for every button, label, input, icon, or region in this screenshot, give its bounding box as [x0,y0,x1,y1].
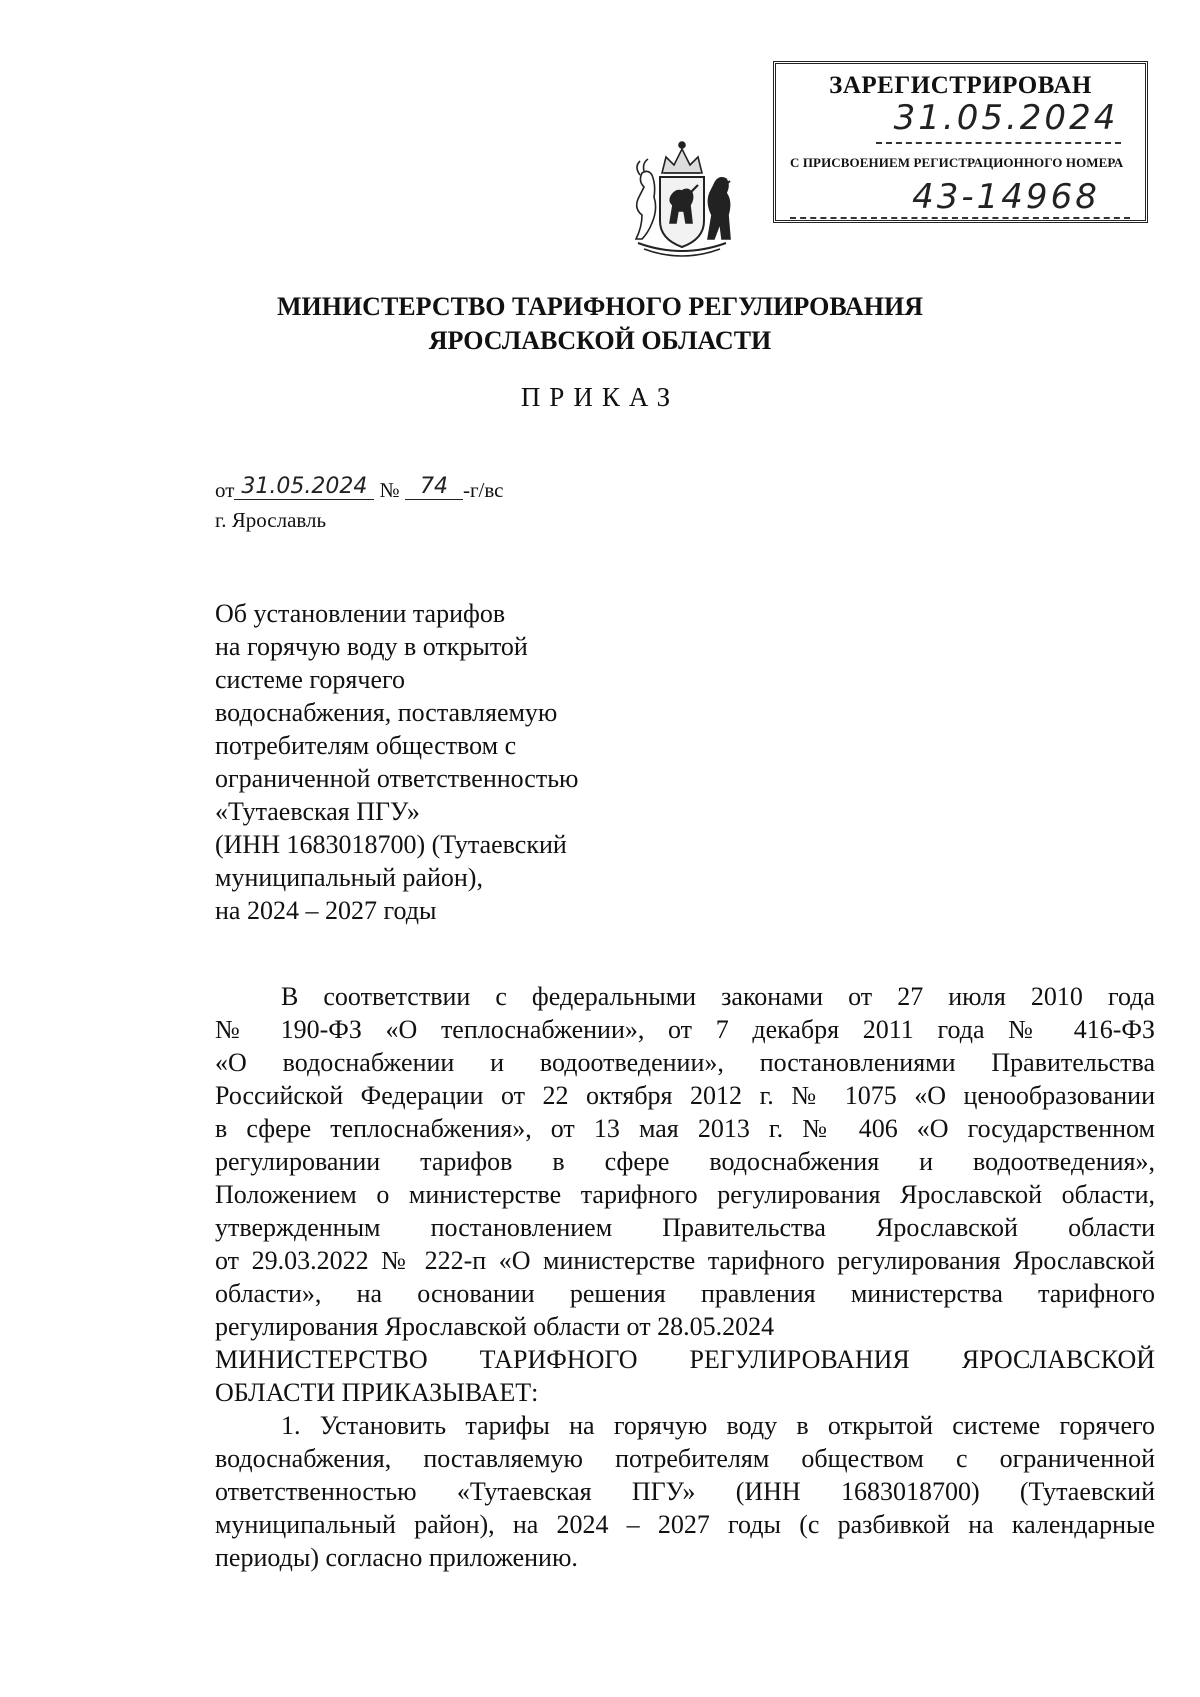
document-type-title: ПРИКАЗ [520,382,680,412]
item1-line: муниципальный район), на 2024 – 2027 годы (с разбивкой на календарные [215,1510,1155,1539]
subject-line: муниципальный район), [215,863,483,892]
stamp-subtitle: С ПРИСВОЕНИЕМ РЕГИСТРАЦИОННОГО НОМЕРА [790,155,1124,170]
preamble-line: регулирования Ярославской области от 28.05.2024 [215,1312,775,1341]
coat-of-arms-icon [618,135,746,265]
stamp-title: ЗАРЕГИСТРИРОВАН [829,72,1092,99]
preamble-line: «О водоснабжении и водоотведении», постановлениями Правительства [215,1048,1155,1077]
preamble-line: в сфере теплоснабжения», от 13 мая 2013 г. № 406 «О государственном [215,1114,1155,1143]
stamp-handwritten-date: 31.05.2024 [893,98,1119,138]
decree-line: ОБЛАСТИ ПРИКАЗЫВАЕТ: [215,1378,539,1407]
subject-line: на 2024 – 2027 годы [215,896,437,925]
from-label: от [215,478,235,502]
subject-line: (ИНН 1683018700) (Тутаевский [215,830,567,859]
stamp-handwritten-number: 43-14968 [912,177,1100,217]
preamble-line: области», на основании решения правления министерства тарифного [215,1279,1155,1308]
decree-line: МИНИСТЕРСТВО ТАРИФНОГО РЕГУЛИРОВАНИЯ ЯРОСЛАВСКОЙ [215,1345,1155,1374]
order-date: 31.05.2024 [234,474,374,500]
order-subject [215,597,578,927]
order-body [215,980,1155,1574]
ministry-name-line1: МИНИСТЕРСТВО ТАРИФНОГО РЕГУЛИРОВАНИЯ [276,292,924,321]
order-number: 74 [405,474,463,500]
item1-line: водоснабжения, поставляемую потребителям обществом с ограниченной [215,1444,1155,1473]
preamble-line: утвержденным постановлением Правительства Ярославской области [215,1213,1155,1242]
order-date-line [215,474,504,504]
preamble-line: Положением о министерстве тарифного регулирования Ярославской области, [215,1180,1155,1209]
preamble-line: Российской Федерации от 22 октября 2012 г. № 1075 «О ценообразовании [215,1081,1155,1110]
item1-line: ответственностью «Тутаевская ПГУ» (ИНН 1683018700) (Тутаевский [215,1477,1155,1506]
preamble-line: регулировании тарифов в сфере водоснабжения и водоотведения», [215,1147,1155,1176]
registration-stamp [773,61,1148,223]
subject-line: «Тутаевская ПГУ» [215,797,420,826]
preamble-line: В соответствии с федеральными законами от 27 июля 2010 года [281,982,1155,1011]
subject-line: Об установлении тарифов [215,599,506,628]
order-number-suffix: -г/вс [462,478,504,502]
subject-line: водоснабжения, поставляемую [215,698,558,727]
item1-line: 1. Установить тарифы на горячую воду в открытой системе горячего [281,1411,1155,1440]
preamble-line: № 190-ФЗ «О теплоснабжении», от 7 декабря 2011 года № 416-ФЗ [215,1015,1155,1044]
subject-line: ограниченной ответственностью [215,764,579,793]
ministry-name-line2: ЯРОСЛАВСКОЙ ОБЛАСТИ [428,326,772,355]
subject-line: потребителям обществом с [215,731,517,760]
item1-line: периоды) согласно приложению. [215,1543,578,1572]
subject-line: на горячую воду в открытой [215,632,528,661]
order-city: г. Ярославль [215,508,327,532]
subject-line: системе горячего [215,665,405,694]
stamp-number-line [790,217,1130,219]
stamp-date-line [876,142,1121,144]
number-label: № [379,478,400,502]
preamble-line: от 29.03.2022 № 222-п «О министерстве тарифного регулирования Ярославской [215,1246,1155,1275]
